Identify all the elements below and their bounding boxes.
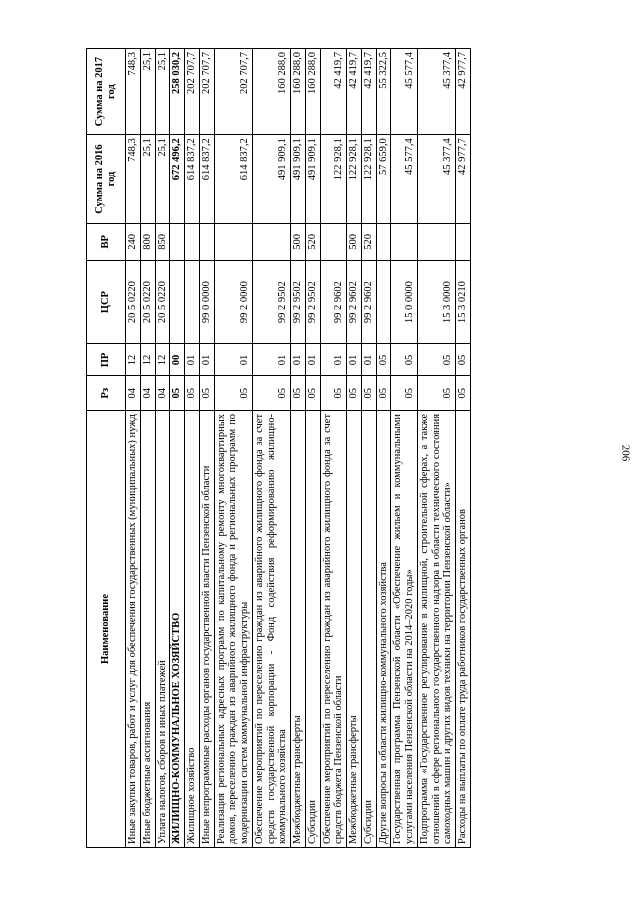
table-row <box>320 49 347 848</box>
cell-rz: 05 <box>170 376 185 410</box>
cell-sum-2017: 25,1 <box>140 49 155 135</box>
cell-name: Межбюджетные трансферты <box>347 410 362 847</box>
cell-rz: 04 <box>140 376 155 410</box>
header-name: Наименование <box>87 410 126 847</box>
cell-name: Обеспечение мероприятий по переселению граждан из аварийного жилищного фонда за счет средств государственной корпорации - Фонд содействия реформированию жилищно-коммунального хозяйства <box>252 410 290 847</box>
cell-vr <box>391 223 418 260</box>
cell-csr <box>185 260 200 344</box>
cell-sum-2017: 42 419,7 <box>347 49 362 135</box>
cell-vr: 850 <box>155 223 170 260</box>
table-row <box>417 49 455 848</box>
cell-rz: 05 <box>214 376 252 410</box>
page-number: 206 <box>619 444 631 462</box>
cell-sum-2016: 122 928,1 <box>347 135 362 224</box>
cell-pr: 05 <box>456 344 471 376</box>
table-row <box>155 49 170 848</box>
cell-sum-2016: 45 377,4 <box>417 135 455 224</box>
cell-rz: 05 <box>305 376 320 410</box>
cell-sum-2016: 25,1 <box>155 135 170 224</box>
cell-sum-2016: 122 928,1 <box>320 135 347 224</box>
cell-name: Иные непрограммные расходы органов государственной власти Пензенской области <box>199 410 214 847</box>
cell-pr: 05 <box>376 344 391 376</box>
table-row <box>252 49 290 848</box>
cell-sum-2017: 160 288,0 <box>305 49 320 135</box>
cell-pr: 12 <box>140 344 155 376</box>
cell-csr: 15 3 0210 <box>456 260 471 344</box>
cell-pr: 01 <box>252 344 290 376</box>
cell-sum-2016: 491 909,1 <box>291 135 306 224</box>
header-vr: ВР <box>87 223 126 260</box>
cell-name: Субсидии <box>305 410 320 847</box>
cell-vr: 520 <box>361 223 376 260</box>
cell-sum-2016: 614 837,2 <box>214 135 252 224</box>
cell-name: Иные закупки товаров, работ и услуг для обеспечения государственных (муниципальных) нужд <box>126 410 141 847</box>
cell-name: Уплата налогов, сборов и иных платежей <box>155 410 170 847</box>
cell-csr: 99 2 9602 <box>320 260 347 344</box>
cell-vr: 500 <box>291 223 306 260</box>
cell-csr <box>376 260 391 344</box>
cell-sum-2016: 122 928,1 <box>361 135 376 224</box>
cell-sum-2016: 491 909,1 <box>252 135 290 224</box>
cell-name: ЖИЛИЩНО-КОММУНАЛЬНОЕ ХОЗЯЙСТВО <box>170 410 185 847</box>
cell-sum-2017: 160 288,0 <box>291 49 306 135</box>
cell-vr <box>199 223 214 260</box>
cell-name: Обеспечение мероприятий по переселению граждан из аварийного жилищного фонда за счет средств бюджета Пензенской области <box>320 410 347 847</box>
cell-sum-2017: 202 707,7 <box>199 49 214 135</box>
header-sum-2017: Сумма на 2017 год <box>87 49 126 135</box>
cell-vr <box>376 223 391 260</box>
cell-sum-2016: 614 837,2 <box>185 135 200 224</box>
header-csr: ЦСР <box>87 260 126 344</box>
cell-name: Жилищное хозяйство <box>185 410 200 847</box>
cell-vr: 240 <box>126 223 141 260</box>
cell-pr: 12 <box>126 344 141 376</box>
cell-csr <box>170 260 185 344</box>
cell-sum-2017: 202 707,7 <box>214 49 252 135</box>
table-row <box>170 49 185 848</box>
cell-name: Расходы на выплаты по оплате труда работников государственных органов <box>456 410 471 847</box>
cell-name: Другие вопросы в области жилищно-коммунального хозяйства <box>376 410 391 847</box>
cell-sum-2016: 491 909,1 <box>305 135 320 224</box>
cell-sum-2017: 160 288,0 <box>252 49 290 135</box>
cell-pr: 12 <box>155 344 170 376</box>
cell-sum-2017: 42 419,7 <box>320 49 347 135</box>
cell-rz: 04 <box>155 376 170 410</box>
cell-name: Субсидии <box>361 410 376 847</box>
cell-pr: 01 <box>291 344 306 376</box>
header-sum-2016: Сумма на 2016 год <box>87 135 126 224</box>
cell-sum-2016: 57 659,0 <box>376 135 391 224</box>
cell-vr <box>456 223 471 260</box>
cell-sum-2016: 25,1 <box>140 135 155 224</box>
cell-name: Государственная программа Пензенской области «Обеспечение жильем и коммунальными услугами населения Пензенской области на 2014–2020 годы» <box>391 410 418 847</box>
cell-rz: 05 <box>320 376 347 410</box>
cell-sum-2017: 45 377,4 <box>417 49 455 135</box>
cell-pr: 01 <box>347 344 362 376</box>
cell-sum-2017: 25,1 <box>155 49 170 135</box>
cell-sum-2016: 672 496,2 <box>170 135 185 224</box>
cell-csr: 20 5 0220 <box>155 260 170 344</box>
table-row <box>391 49 418 848</box>
header-pr: ПР <box>87 344 126 376</box>
cell-pr: 01 <box>320 344 347 376</box>
cell-vr: 500 <box>347 223 362 260</box>
cell-rz: 05 <box>252 376 290 410</box>
table-row <box>214 49 252 848</box>
cell-csr: 15 0 0000 <box>391 260 418 344</box>
cell-csr: 99 0 0000 <box>199 260 214 344</box>
cell-sum-2017: 258 030,2 <box>170 49 185 135</box>
header-rz: Рз <box>87 376 126 410</box>
cell-sum-2017: 42 419,7 <box>361 49 376 135</box>
cell-vr <box>320 223 347 260</box>
table-row <box>291 49 306 848</box>
cell-name: Межбюджетные трансферты <box>291 410 306 847</box>
cell-pr: 01 <box>185 344 200 376</box>
cell-csr: 99 2 9502 <box>252 260 290 344</box>
cell-csr: 99 2 9602 <box>361 260 376 344</box>
cell-csr: 99 2 9502 <box>291 260 306 344</box>
cell-rz: 05 <box>361 376 376 410</box>
cell-sum-2016: 614 837,2 <box>199 135 214 224</box>
cell-vr: 520 <box>305 223 320 260</box>
cell-rz: 05 <box>391 376 418 410</box>
cell-pr: 05 <box>391 344 418 376</box>
cell-csr: 15 3 0000 <box>417 260 455 344</box>
cell-sum-2017: 45 577,4 <box>391 49 418 135</box>
cell-rz: 05 <box>185 376 200 410</box>
cell-pr: 01 <box>305 344 320 376</box>
cell-rz: 05 <box>376 376 391 410</box>
table-body <box>126 49 471 848</box>
cell-vr: 800 <box>140 223 155 260</box>
cell-vr <box>185 223 200 260</box>
cell-sum-2016: 45 577,4 <box>391 135 418 224</box>
cell-sum-2017: 202 707,7 <box>185 49 200 135</box>
cell-vr <box>214 223 252 260</box>
cell-csr: 99 2 9502 <box>305 260 320 344</box>
table-row <box>361 49 376 848</box>
cell-pr: 01 <box>361 344 376 376</box>
cell-name: Реализация региональных адресных программ по капитальному ремонту многоквартирных домов, переселению граждан из аварийного жилищного фонда и региональных программ по модернизации систем коммунальной инфраструктуры <box>214 410 252 847</box>
cell-csr: 99 2 0000 <box>214 260 252 344</box>
table-row <box>376 49 391 848</box>
table-row <box>456 49 471 848</box>
table-row <box>199 49 214 848</box>
table-row <box>305 49 320 848</box>
cell-rz: 05 <box>291 376 306 410</box>
cell-csr: 20 5 0220 <box>126 260 141 344</box>
cell-pr: 01 <box>214 344 252 376</box>
cell-pr: 01 <box>199 344 214 376</box>
cell-rz: 04 <box>126 376 141 410</box>
cell-sum-2016: 42 977,7 <box>456 135 471 224</box>
cell-sum-2017: 55 322,5 <box>376 49 391 135</box>
cell-sum-2017: 748,3 <box>126 49 141 135</box>
cell-pr: 05 <box>417 344 455 376</box>
cell-csr: 99 2 9602 <box>347 260 362 344</box>
cell-vr <box>417 223 455 260</box>
table-header-row <box>87 49 126 848</box>
cell-vr <box>252 223 290 260</box>
table-row <box>347 49 362 848</box>
rotated-page-content <box>86 48 471 848</box>
cell-name: Подпрограмма «Государственное регулирование в жилищной, строительной сферах, а также отношений в сфере регионального государственного надзора в области технического состояния самоходных машин и других видов техники на территории Пензенской области» <box>417 410 455 847</box>
table-row <box>185 49 200 848</box>
cell-rz: 05 <box>347 376 362 410</box>
cell-vr <box>170 223 185 260</box>
cell-sum-2016: 748,3 <box>126 135 141 224</box>
cell-sum-2017: 42 977,7 <box>456 49 471 135</box>
table-row <box>126 49 141 848</box>
table-row <box>140 49 155 848</box>
cell-name: Иные бюджетные ассигнования <box>140 410 155 847</box>
budget-table <box>86 48 471 848</box>
cell-rz: 05 <box>417 376 455 410</box>
cell-pr: 00 <box>170 344 185 376</box>
cell-csr: 20 5 0220 <box>140 260 155 344</box>
cell-rz: 05 <box>456 376 471 410</box>
cell-rz: 05 <box>199 376 214 410</box>
